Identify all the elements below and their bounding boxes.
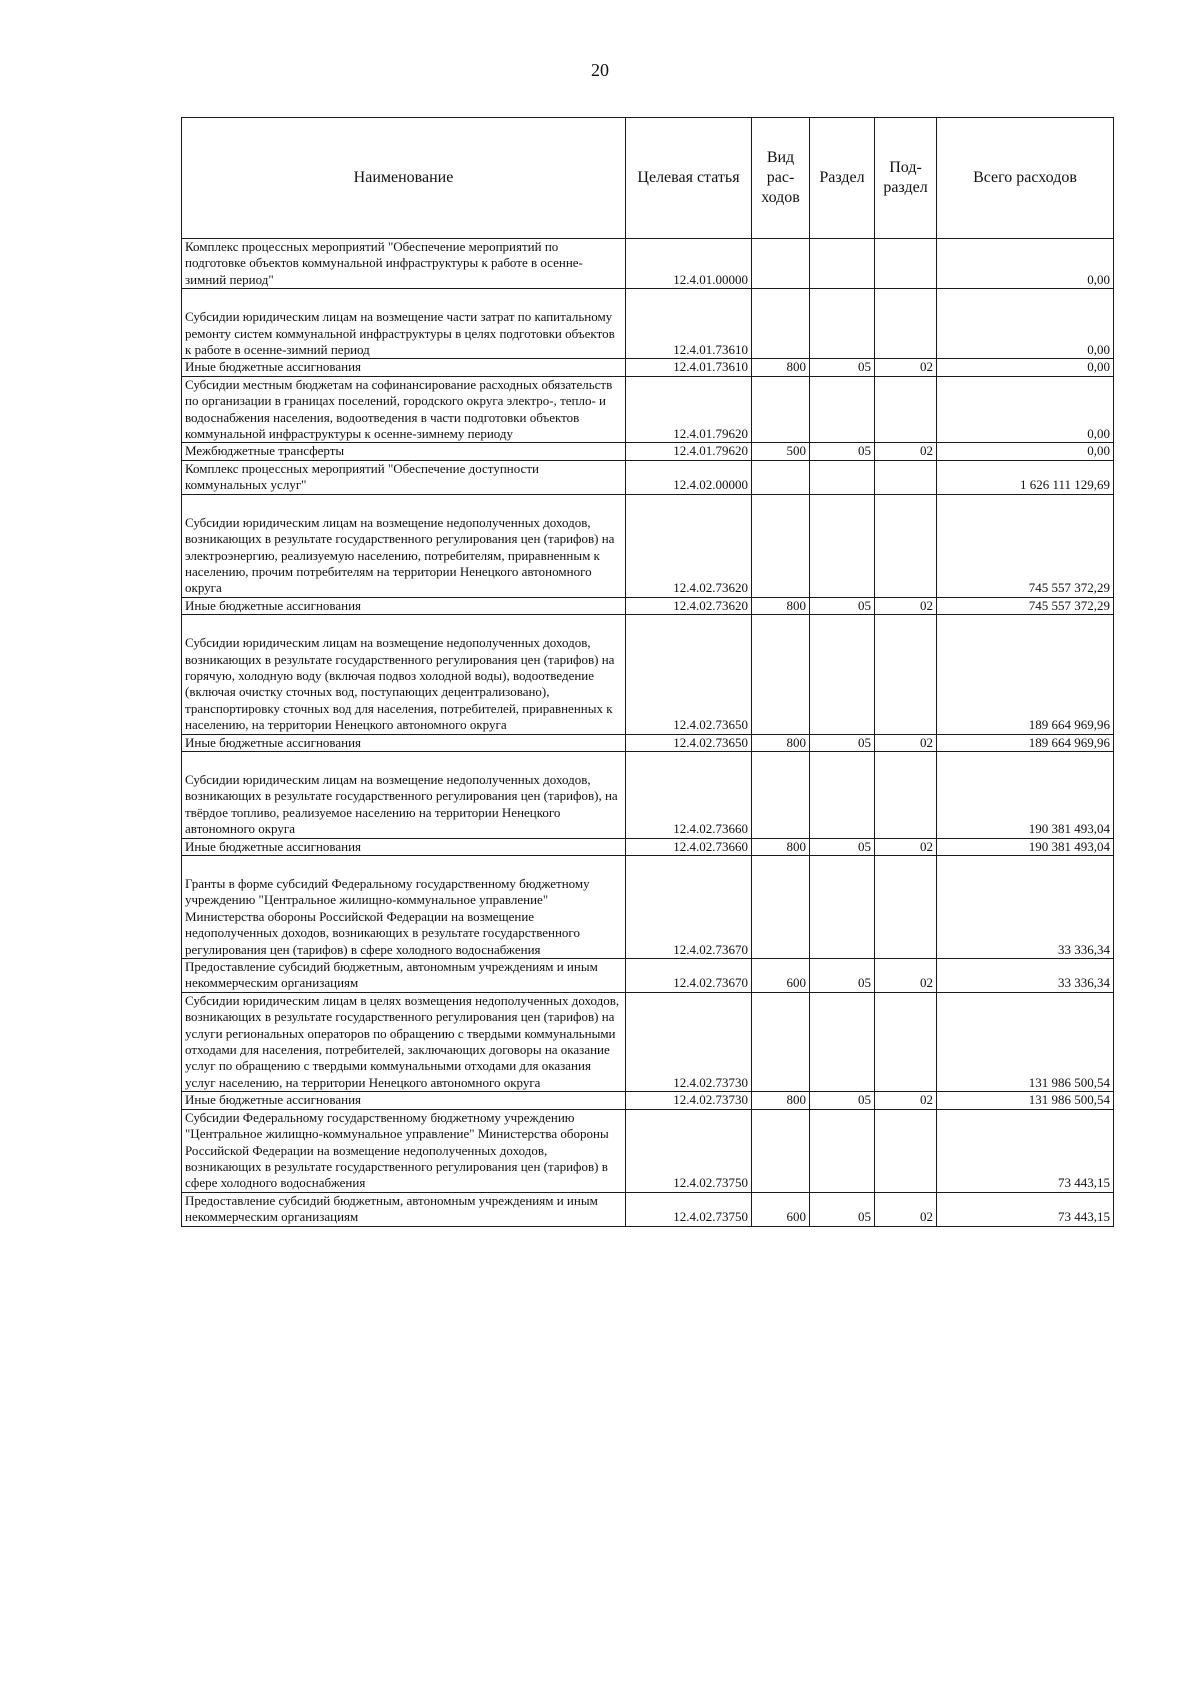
row-target-article-cell: 12.4.02.73670 bbox=[626, 856, 752, 959]
header-target-article: Целевая статья bbox=[626, 118, 752, 239]
row-subsection-cell bbox=[875, 992, 937, 1091]
row-name-cell: Предоставление субсидий бюджетным, автономным учреждениям и иным некоммерческим организациям bbox=[182, 959, 626, 993]
row-total-cell: 189 664 969,96 bbox=[937, 615, 1114, 734]
page-number: 20 bbox=[591, 60, 609, 80]
row-target-article-cell: 12.4.02.00000 bbox=[626, 460, 752, 494]
row-expense-type-cell bbox=[752, 856, 810, 959]
row-total-cell: 0,00 bbox=[937, 376, 1114, 443]
table-row bbox=[182, 239, 1114, 289]
row-subsection-cell: 02 bbox=[875, 597, 937, 614]
row-target-article-cell: 12.4.01.79620 bbox=[626, 443, 752, 460]
row-target-article-cell: 12.4.02.73670 bbox=[626, 959, 752, 993]
row-total-cell: 190 381 493,04 bbox=[937, 751, 1114, 838]
row-total-cell: 745 557 372,29 bbox=[937, 494, 1114, 597]
row-name-cell: Иные бюджетные ассигнования bbox=[182, 734, 626, 751]
row-target-article-cell: 12.4.02.73650 bbox=[626, 615, 752, 734]
row-total-cell: 131 986 500,54 bbox=[937, 992, 1114, 1091]
row-expense-type-cell bbox=[752, 751, 810, 838]
row-target-article-cell: 12.4.02.73660 bbox=[626, 838, 752, 855]
row-target-article-cell: 12.4.02.73660 bbox=[626, 751, 752, 838]
row-total-cell: 0,00 bbox=[937, 239, 1114, 289]
row-name-cell: Субсидии юридическим лицам на возмещение части затрат по капитальному ремонту систем коммунальной инфраструктуры в целях подготовки объектов к работе в осенне-зимний период bbox=[182, 289, 626, 359]
row-total-cell: 33 336,34 bbox=[937, 856, 1114, 959]
row-target-article-cell: 12.4.02.73730 bbox=[626, 1092, 752, 1109]
row-subsection-cell: 02 bbox=[875, 959, 937, 993]
row-target-article-cell: 12.4.01.73610 bbox=[626, 289, 752, 359]
row-subsection-cell bbox=[875, 239, 937, 289]
row-subsection-cell: 02 bbox=[875, 838, 937, 855]
row-expense-type-cell bbox=[752, 992, 810, 1091]
row-name-cell: Иные бюджетные ассигнования bbox=[182, 838, 626, 855]
row-total-cell: 189 664 969,96 bbox=[937, 734, 1114, 751]
table-row bbox=[182, 1092, 1114, 1109]
row-expense-type-cell bbox=[752, 494, 810, 597]
row-subsection-cell: 02 bbox=[875, 1192, 937, 1226]
table-row bbox=[182, 615, 1114, 734]
table-row bbox=[182, 959, 1114, 993]
row-subsection-cell: 02 bbox=[875, 1092, 937, 1109]
row-name-cell: Субсидии местным бюджетам на софинансирование расходных обязательств по организации в границах поселений, городского округа электро-, тепло- и водоснабжения населения, водоотведения в части подготовки объектов коммунальной инфраструктуры к осенне-зимнему периоду bbox=[182, 376, 626, 443]
row-section-cell bbox=[810, 289, 875, 359]
row-expense-type-cell: 800 bbox=[752, 1092, 810, 1109]
table-row bbox=[182, 289, 1114, 359]
header-expense-type: Вид рас-ходов bbox=[752, 118, 810, 239]
table-row bbox=[182, 992, 1114, 1091]
row-section-cell: 05 bbox=[810, 959, 875, 993]
row-name-cell: Субсидии Федеральному государственному бюджетному учреждению "Центральное жилищно-коммунальное управление" Министерства обороны Российской Федерации на возмещение недополученных доходов, возникающих в результате государственного регулирования цен (тарифов) в сфере холодного водоснабжения bbox=[182, 1109, 626, 1192]
row-name-cell: Комплекс процессных мероприятий "Обеспечение доступности коммунальных услуг" bbox=[182, 460, 626, 494]
row-target-article-cell: 12.4.02.73750 bbox=[626, 1192, 752, 1226]
row-total-cell: 73 443,15 bbox=[937, 1192, 1114, 1226]
row-section-cell bbox=[810, 1109, 875, 1192]
table-row bbox=[182, 734, 1114, 751]
row-name-cell: Субсидии юридическим лицам на возмещение недополученных доходов, возникающих в результате государственного регулирования цен (тарифов) на электроэнергию, реализуемую населению, потребителям, приравненным к населению, прочим потребителям на территории Ненецкого автономного округа bbox=[182, 494, 626, 597]
table-row bbox=[182, 856, 1114, 959]
row-subsection-cell bbox=[875, 460, 937, 494]
row-name-cell: Иные бюджетные ассигнования bbox=[182, 359, 626, 376]
row-name-cell: Субсидии юридическим лицам на возмещение недополученных доходов, возникающих в результате государственного регулирования цен (тарифов), на твёрдое топливо, реализуемое населению на территории Ненецкого автономного округа bbox=[182, 751, 626, 838]
table-row bbox=[182, 597, 1114, 614]
row-subsection-cell bbox=[875, 494, 937, 597]
row-expense-type-cell: 600 bbox=[752, 959, 810, 993]
row-expense-type-cell bbox=[752, 289, 810, 359]
row-subsection-cell bbox=[875, 615, 937, 734]
header-subsection: Под-раздел bbox=[875, 118, 937, 239]
row-section-cell: 05 bbox=[810, 597, 875, 614]
row-target-article-cell: 12.4.02.73730 bbox=[626, 992, 752, 1091]
row-section-cell: 05 bbox=[810, 838, 875, 855]
row-target-article-cell: 12.4.01.73610 bbox=[626, 359, 752, 376]
row-total-cell: 33 336,34 bbox=[937, 959, 1114, 993]
table-row bbox=[182, 1109, 1114, 1192]
row-subsection-cell: 02 bbox=[875, 443, 937, 460]
row-section-cell bbox=[810, 460, 875, 494]
row-target-article-cell: 12.4.02.73750 bbox=[626, 1109, 752, 1192]
row-subsection-cell: 02 bbox=[875, 734, 937, 751]
row-expense-type-cell: 800 bbox=[752, 734, 810, 751]
row-section-cell: 05 bbox=[810, 1192, 875, 1226]
row-total-cell: 1 626 111 129,69 bbox=[937, 460, 1114, 494]
row-expense-type-cell bbox=[752, 376, 810, 443]
row-name-cell: Предоставление субсидий бюджетным, автономным учреждениям и иным некоммерческим организациям bbox=[182, 1192, 626, 1226]
row-total-cell: 0,00 bbox=[937, 289, 1114, 359]
row-section-cell bbox=[810, 494, 875, 597]
row-section-cell: 05 bbox=[810, 734, 875, 751]
row-section-cell bbox=[810, 751, 875, 838]
row-subsection-cell bbox=[875, 376, 937, 443]
table-row bbox=[182, 494, 1114, 597]
row-section-cell: 05 bbox=[810, 359, 875, 376]
row-subsection-cell bbox=[875, 751, 937, 838]
row-target-article-cell: 12.4.02.73650 bbox=[626, 734, 752, 751]
row-expense-type-cell bbox=[752, 239, 810, 289]
row-section-cell bbox=[810, 856, 875, 959]
row-subsection-cell: 02 bbox=[875, 359, 937, 376]
table-row bbox=[182, 443, 1114, 460]
row-section-cell: 05 bbox=[810, 443, 875, 460]
row-subsection-cell bbox=[875, 1109, 937, 1192]
row-target-article-cell: 12.4.01.79620 bbox=[626, 376, 752, 443]
row-section-cell bbox=[810, 239, 875, 289]
header-name: Наименование bbox=[182, 118, 626, 239]
row-name-cell: Межбюджетные трансферты bbox=[182, 443, 626, 460]
row-expense-type-cell: 800 bbox=[752, 359, 810, 376]
row-expense-type-cell bbox=[752, 615, 810, 734]
row-section-cell: 05 bbox=[810, 1092, 875, 1109]
table-row bbox=[182, 376, 1114, 443]
row-expense-type-cell bbox=[752, 1109, 810, 1192]
table-row bbox=[182, 1192, 1114, 1226]
row-section-cell bbox=[810, 992, 875, 1091]
row-subsection-cell bbox=[875, 289, 937, 359]
budget-table bbox=[181, 117, 1114, 1227]
row-name-cell: Комплекс процессных мероприятий "Обеспечение мероприятий по подготовке объектов коммунальной инфраструктуры к работе в осенне-зимний период" bbox=[182, 239, 626, 289]
table-row bbox=[182, 751, 1114, 838]
row-expense-type-cell bbox=[752, 460, 810, 494]
table-header-row bbox=[182, 118, 1114, 239]
row-section-cell bbox=[810, 615, 875, 734]
row-target-article-cell: 12.4.02.73620 bbox=[626, 494, 752, 597]
table-body bbox=[182, 239, 1114, 1227]
row-expense-type-cell: 800 bbox=[752, 838, 810, 855]
row-total-cell: 131 986 500,54 bbox=[937, 1092, 1114, 1109]
row-target-article-cell: 12.4.02.73620 bbox=[626, 597, 752, 614]
row-expense-type-cell: 600 bbox=[752, 1192, 810, 1226]
table-row bbox=[182, 359, 1114, 376]
row-section-cell bbox=[810, 376, 875, 443]
row-total-cell: 0,00 bbox=[937, 443, 1114, 460]
header-section: Раздел bbox=[810, 118, 875, 239]
row-total-cell: 745 557 372,29 bbox=[937, 597, 1114, 614]
row-target-article-cell: 12.4.01.00000 bbox=[626, 239, 752, 289]
row-subsection-cell bbox=[875, 856, 937, 959]
row-total-cell: 73 443,15 bbox=[937, 1109, 1114, 1192]
row-name-cell: Субсидии юридическим лицам в целях возмещения недополученных доходов, возникающих в результате государственного регулирования цен (тарифов) на услуги региональных операторов по обращению с твердыми коммунальными отходами для населения, потребителей, заключающих договоры на оказание услуг по обращению с твердыми коммунальными отходами для оказания услуг населению, на территории Ненецкого автономного округа bbox=[182, 992, 626, 1091]
row-total-cell: 190 381 493,04 bbox=[937, 838, 1114, 855]
row-name-cell: Иные бюджетные ассигнования bbox=[182, 1092, 626, 1109]
row-expense-type-cell: 500 bbox=[752, 443, 810, 460]
table-row bbox=[182, 460, 1114, 494]
row-name-cell: Иные бюджетные ассигнования bbox=[182, 597, 626, 614]
row-name-cell: Гранты в форме субсидий Федеральному государственному бюджетному учреждению "Центральное жилищно-коммунальное управление" Министерства обороны Российской Федерации на возмещение недополученных доходов, возникающих в результате государственного регулирования цен (тарифов) в сфере холодного водоснабжения bbox=[182, 856, 626, 959]
row-expense-type-cell: 800 bbox=[752, 597, 810, 614]
row-name-cell: Субсидии юридическим лицам на возмещение недополученных доходов, возникающих в результате государственного регулирования цен (тарифов) на горячую, холодную воду (включая подвоз холодной воды), водоотведение (включая очистку сточных вод, поступающих децентрализовано), транспортировку сточных вод для населения, потребителей, приравненных к населению, на территории Ненецкого автономного округа bbox=[182, 615, 626, 734]
table-row bbox=[182, 838, 1114, 855]
header-total-expenses: Всего расходов bbox=[937, 118, 1114, 239]
row-total-cell: 0,00 bbox=[937, 359, 1114, 376]
